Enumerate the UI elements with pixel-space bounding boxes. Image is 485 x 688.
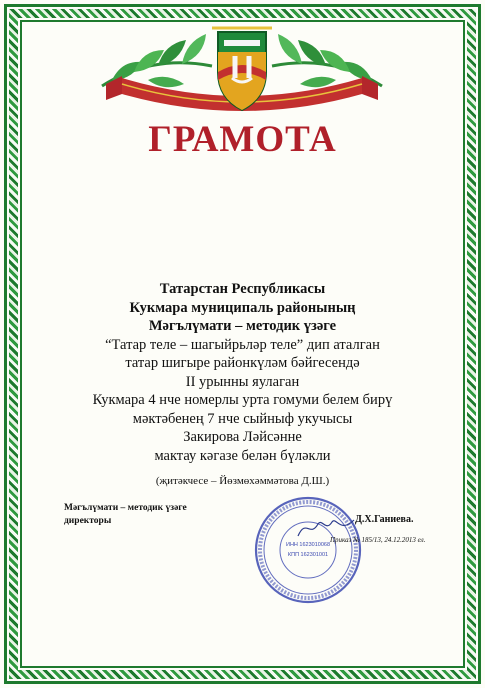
certificate-title: ГРАМОТА xyxy=(148,119,337,160)
grade-line: мәктәбенең 7 нче сыйныф укучысы xyxy=(132,410,353,427)
official-stamp xyxy=(252,494,364,606)
signatory-position xyxy=(64,502,187,528)
place-line: II урынны яулаган xyxy=(185,373,300,390)
recipient-name: Закирова Ләйсәнне xyxy=(183,429,302,445)
issuer-line-3: Мәгълүмати – методик үзәге xyxy=(148,318,337,334)
stamp-inn: ИНН 1623010068 xyxy=(285,542,331,548)
contest-type-line: татар шигыре районкүләм бәйгесендә xyxy=(125,355,360,371)
supervisor-note: (җитәкчесе – Йөзмөхәммәтова Д.Ш.) xyxy=(155,475,330,487)
signatory-name: Д.Х.Ганиева. xyxy=(355,514,414,525)
order-reference: Приказ № 185/13, 24.12.2013 ел. xyxy=(330,536,426,544)
issuer-line-1: Татарстан Республикасы xyxy=(159,281,326,297)
stamp-kpp: КПП 162301001 xyxy=(287,552,329,558)
position-line-1: Мәгълүмати – методик үзәге xyxy=(64,503,187,513)
certificate-body xyxy=(0,280,485,465)
issuer-line-2: Кукмара муниципаль районының xyxy=(129,299,356,316)
contest-name-line: “Татар теле – шагыйрьләр теле” дип аталган xyxy=(105,336,380,353)
school-line: Кукмара 4 нче номерлы урта гомуми белем бирү xyxy=(92,392,393,408)
award-line: мактау кәгазе белән бүләкли xyxy=(154,447,331,464)
position-line-2: директоры xyxy=(64,516,112,526)
kukmara-emblem xyxy=(92,14,392,118)
